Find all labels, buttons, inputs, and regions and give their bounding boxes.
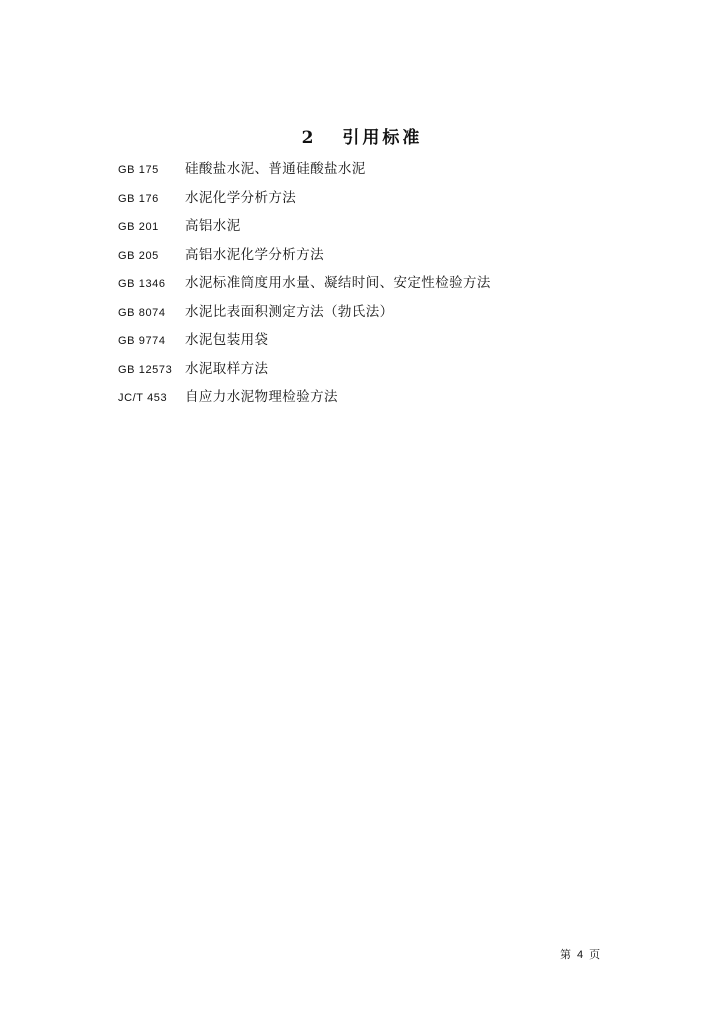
reference-code: GB 176 — [118, 192, 159, 205]
reference-code: GB 9774 — [118, 335, 166, 347]
reference-title: 水泥化学分析方法 — [185, 189, 297, 206]
reference-title: 水泥比表面积测定方法（勃氏法） — [185, 303, 394, 320]
section-title: 引用标准 — [342, 128, 423, 148]
reference-item — [118, 186, 678, 215]
page-number: 4 — [577, 949, 584, 961]
reference-item — [118, 243, 678, 272]
reference-code: GB 1346 — [118, 278, 166, 290]
reference-item — [118, 271, 678, 300]
reference-item — [118, 214, 678, 243]
reference-code: GB 8074 — [118, 306, 166, 319]
reference-code: GB 205 — [118, 249, 159, 262]
reference-code: JC/T 453 — [118, 392, 168, 404]
reference-title: 水泥包装用袋 — [185, 332, 269, 348]
reference-list — [118, 157, 678, 414]
reference-code: GB 12573 — [118, 363, 173, 376]
reference-title: 水泥取样方法 — [185, 360, 269, 377]
page-label-suffix: 页 — [589, 948, 601, 961]
reference-title: 高铝水泥化学分析方法 — [185, 246, 324, 263]
reference-item — [118, 328, 678, 357]
reference-item — [118, 385, 678, 414]
section-heading — [0, 123, 724, 148]
reference-title: 自应力水泥物理检验方法 — [185, 389, 338, 405]
reference-title: 高铝水泥 — [185, 218, 241, 234]
reference-code: GB 175 — [118, 164, 159, 176]
page-footer — [560, 946, 650, 962]
section-number: 2 — [301, 128, 317, 148]
reference-item — [118, 157, 678, 186]
page-label-prefix: 第 — [560, 948, 571, 961]
reference-title: 硅酸盐水泥、普通硅酸盐水泥 — [185, 161, 366, 177]
reference-item — [118, 357, 678, 386]
reference-item — [118, 300, 678, 329]
reference-code: GB 201 — [118, 221, 159, 233]
reference-title: 水泥标准筒度用水量、凝结时间、安定性检验方法 — [185, 275, 491, 291]
